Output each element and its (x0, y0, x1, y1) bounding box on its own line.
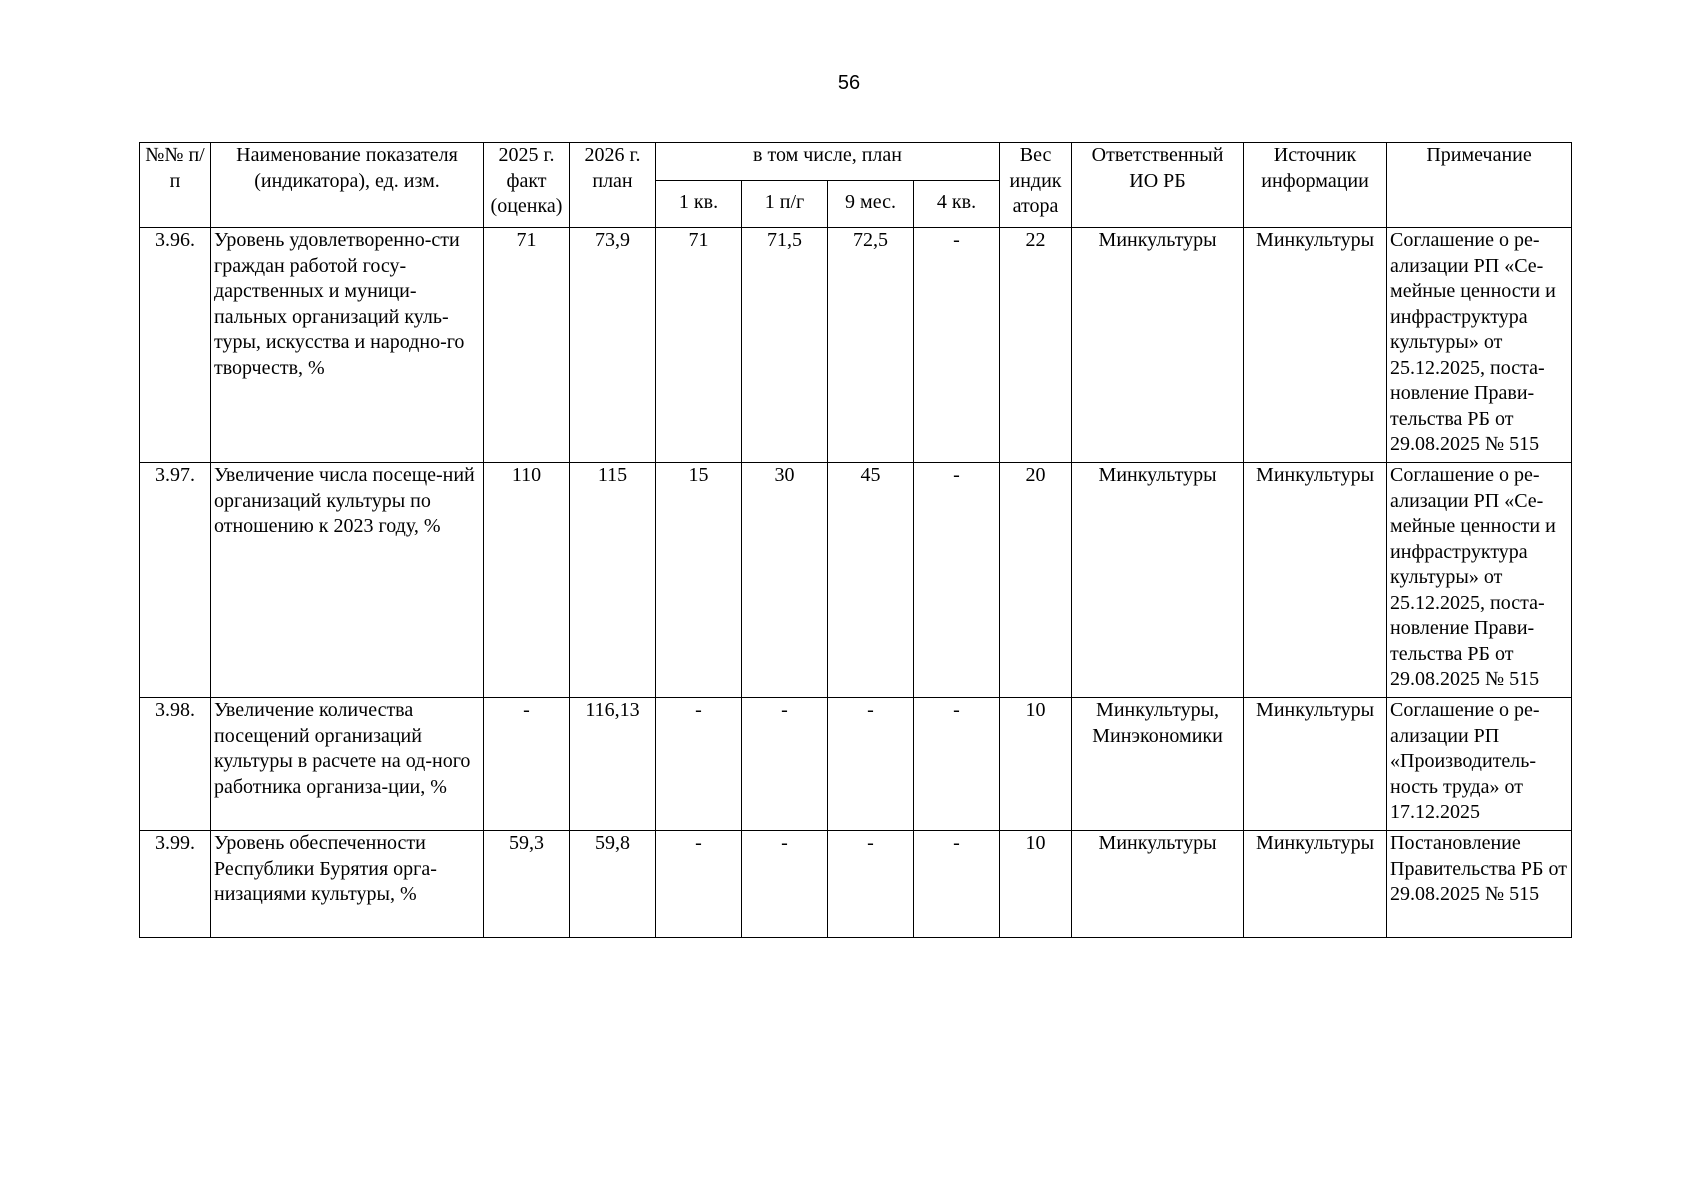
header-plan-2026: 2026 г. план (570, 143, 656, 228)
header-9m: 9 мес. (828, 181, 914, 228)
cell-source: Минкультуры (1244, 698, 1387, 831)
cell-q4: - (914, 228, 1000, 463)
header-h1: 1 п/г (742, 181, 828, 228)
table-row (140, 228, 1572, 463)
header-weight: Вес индик атора (1000, 143, 1072, 228)
header-q4: 4 кв. (914, 181, 1000, 228)
cell-fact-2025: 59,3 (484, 831, 570, 938)
cell-source: Минкультуры (1244, 463, 1387, 698)
cell-fact-2025: 110 (484, 463, 570, 698)
cell-h1: - (742, 698, 828, 831)
header-fact-2025: 2025 г. факт (оценка) (484, 143, 570, 228)
cell-source: Минкультуры (1244, 228, 1387, 463)
cell-weight: 10 (1000, 698, 1072, 831)
header-source: Источник информации (1244, 143, 1387, 228)
cell-weight: 10 (1000, 831, 1072, 938)
cell-note: Соглашение о ре-ализации РП «Се-мейные ценности и инфраструктура культуры» от 25.12.2025, поста-новление Прави-тельства РБ от 29.08.2025 № 515 (1387, 463, 1572, 698)
header-name: Наименование показателя (индикатора), ед. изм. (211, 143, 484, 228)
cell-9m: - (828, 698, 914, 831)
cell-num: 3.96. (140, 228, 211, 463)
cell-note: Соглашение о ре-ализации РП «Производитель-ность труда» от 17.12.2025 (1387, 698, 1572, 831)
cell-note: Соглашение о ре-ализации РП «Се-мейные ценности и инфраструктура культуры» от 25.12.2025, поста-новление Прави-тельства РБ от 29.08.2025 № 515 (1387, 228, 1572, 463)
cell-fact-2025: - (484, 698, 570, 831)
cell-responsible: Минкультуры (1072, 228, 1244, 463)
indicators-table (139, 142, 1572, 938)
header-incl-plan: в том числе, план (656, 143, 1000, 181)
cell-source: Минкультуры (1244, 831, 1387, 938)
cell-q1: 15 (656, 463, 742, 698)
cell-note: Постановление Правительства РБ от 29.08.2025 № 515 (1387, 831, 1572, 938)
cell-indicator-name: Уровень обеспеченности Республики Бурятия орга-низациями культуры, % (211, 831, 484, 938)
table-header (140, 143, 1572, 228)
cell-plan-2026: 115 (570, 463, 656, 698)
cell-responsible: Минкультуры (1072, 463, 1244, 698)
cell-h1: - (742, 831, 828, 938)
cell-q1: 71 (656, 228, 742, 463)
cell-q4: - (914, 698, 1000, 831)
cell-indicator-name: Увеличение числа посеще-ний организаций культуры по отношению к 2023 году, % (211, 463, 484, 698)
cell-responsible: Минкультуры, Минэкономики (1072, 698, 1244, 831)
cell-9m: - (828, 831, 914, 938)
cell-q1: - (656, 698, 742, 831)
cell-q4: - (914, 831, 1000, 938)
cell-plan-2026: 59,8 (570, 831, 656, 938)
cell-indicator-name: Увеличение количества посещений организаций культуры в расчете на од-ного работника организа-ции, % (211, 698, 484, 831)
cell-indicator-name: Уровень удовлетворенно-сти граждан работой госу-дарственных и муници-пальных организаций куль-туры, искусства и народно-го творчеств, % (211, 228, 484, 463)
cell-num: 3.97. (140, 463, 211, 698)
header-q1: 1 кв. (656, 181, 742, 228)
cell-responsible: Минкультуры (1072, 831, 1244, 938)
cell-plan-2026: 116,13 (570, 698, 656, 831)
cell-weight: 20 (1000, 463, 1072, 698)
cell-fact-2025: 71 (484, 228, 570, 463)
cell-q4: - (914, 463, 1000, 698)
header-note: Примечание (1387, 143, 1572, 228)
cell-h1: 71,5 (742, 228, 828, 463)
cell-weight: 22 (1000, 228, 1072, 463)
page-number: 56 (837, 72, 861, 94)
header-responsible: Ответственный ИО РБ (1072, 143, 1244, 228)
header-num: №№ п/п (140, 143, 211, 228)
cell-num: 3.98. (140, 698, 211, 831)
cell-9m: 72,5 (828, 228, 914, 463)
cell-plan-2026: 73,9 (570, 228, 656, 463)
table-row (140, 698, 1572, 831)
cell-num: 3.99. (140, 831, 211, 938)
table-row (140, 463, 1572, 698)
cell-9m: 45 (828, 463, 914, 698)
table-row (140, 831, 1572, 938)
cell-h1: 30 (742, 463, 828, 698)
cell-q1: - (656, 831, 742, 938)
